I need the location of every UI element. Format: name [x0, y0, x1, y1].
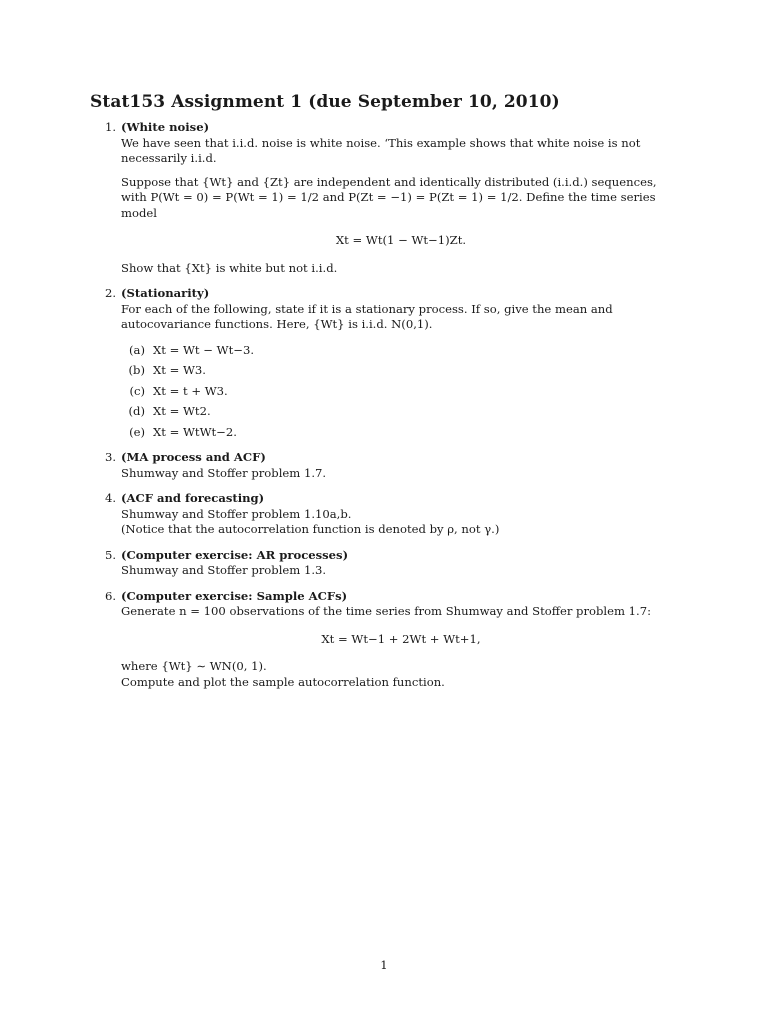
list-item [121, 363, 681, 379]
list-item [121, 384, 681, 400]
problem-text: We have seen that i.i.d. noise is white noise. ‘This example shows that white noise is not necessarily i.i.d. [121, 135, 641, 165]
problem-text: Show that {Xt} is white but not i.i.d. [121, 260, 338, 275]
problem-text: Generate n = 100 observations of the time series from Shumway and Stoffer problem 1.7: [121, 604, 652, 618]
problem-text: Compute and plot the sample autocorrelation function. [121, 674, 445, 689]
problem-text: Shumway and Stoffer problem 1.7. [121, 465, 327, 480]
problem-heading: (ACF and forecasting) [121, 491, 265, 505]
subitem-text: Xt = t + W3. [153, 383, 228, 398]
subitem-text: Xt = W3. [153, 363, 206, 377]
problem-heading: (Stationarity) [121, 286, 210, 300]
problem-3 [105, 450, 681, 481]
subitem-text: Xt = Wt2. [153, 404, 211, 418]
list-item [121, 343, 681, 359]
problem-number: 6. [105, 588, 117, 603]
subitem-label: (b) [128, 363, 145, 377]
problem-heading: (MA process and ACF) [121, 450, 266, 464]
page-title: Stat153 Assignment 1 (due September 10, 2010) [90, 92, 560, 112]
problem-text: Shumway and Stoffer problem 1.10a,b. [121, 506, 352, 521]
display-equation: Xt = Wt(1 − Wt−1)Zt. [335, 233, 467, 247]
subitem-label: (c) [129, 383, 145, 398]
problem-list [105, 120, 681, 700]
problem-text: Shumway and Stoffer problem 1.3. [121, 563, 327, 577]
list-item [121, 425, 681, 441]
subitem-list [121, 343, 681, 441]
subitem-text: Xt = Wt − Wt−3. [153, 342, 255, 357]
problem-number: 5. [105, 547, 117, 562]
subitem-label: (d) [128, 404, 145, 418]
problem-number: 3. [105, 450, 117, 464]
list-item [121, 404, 681, 420]
problem-number: 1. [105, 120, 117, 134]
problem-heading: (Computer exercise: Sample ACFs) [121, 588, 348, 603]
problem-number: 2. [105, 286, 117, 300]
problem-text: where {Wt} ∼ WN(0, 1). [121, 659, 267, 673]
problem-text: For each of the following, state if it is a stationary process. If so, give the mean and autocovariance functions. Here, {Wt} is i.i.d. N(0,1). [121, 301, 613, 331]
problem-number: 4. [105, 491, 117, 505]
subitem-label: (e) [129, 424, 145, 439]
page-number: 1 [380, 958, 388, 972]
problem-2 [105, 286, 681, 440]
problem-4 [105, 491, 681, 538]
problem-5 [105, 547, 681, 579]
problem-heading: (White noise) [121, 120, 210, 134]
problem-text: Suppose that {Wt} and {Zt} are independent and identically distributed (i.i.d.) sequences, with P(Wt = 0) = P(Wt = 1) = 1/2 and P(Zt = −1) = P(Zt = 1) = 1/2. Define the time series model [121, 174, 657, 220]
problem-heading: (Computer exercise: AR processes) [121, 547, 349, 562]
display-equation: Xt = Wt−1 + 2Wt + Wt+1, [321, 631, 481, 646]
problem-1 [105, 120, 681, 276]
problem-6 [105, 588, 681, 691]
subitem-text: Xt = WtWt−2. [153, 424, 237, 439]
problem-text: (Notice that the autocorrelation function is denoted by ρ, not γ.) [121, 522, 500, 536]
subitem-label: (a) [129, 342, 145, 357]
